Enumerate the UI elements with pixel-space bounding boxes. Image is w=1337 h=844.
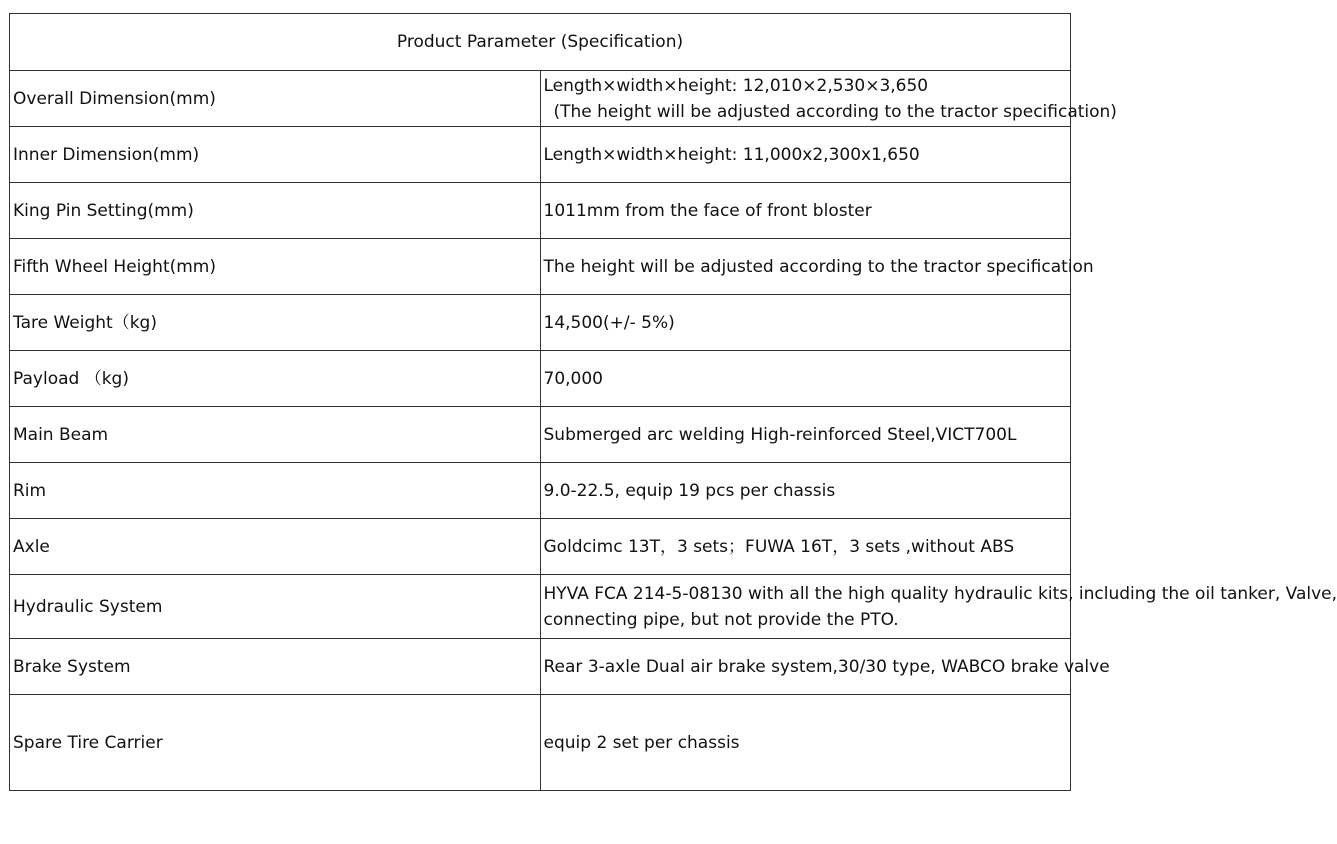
- overall-dimension-line-1: Length×width×height: 12,010×2,530×3,650: [543, 75, 929, 96]
- table-row: [10, 71, 1071, 127]
- table-row: [10, 127, 1071, 183]
- table-row: [10, 407, 1071, 463]
- table-title: Product Parameter (Specification): [10, 14, 1071, 71]
- table-row: [10, 239, 1071, 295]
- row-value-hydraulic-system: [540, 575, 1337, 639]
- row-label-spare-tire: Spare Tire Carrier: [10, 695, 541, 791]
- hydraulic-line-2: connecting pipe, but not provide the PTO.: [543, 609, 899, 630]
- row-label-rim: Rim: [10, 463, 541, 519]
- overall-dimension-line-2: (The height will be adjusted according to the tractor specification): [553, 101, 1117, 122]
- table-row: [10, 695, 1071, 791]
- row-value-overall-dimension: [540, 71, 1117, 127]
- row-label-main-beam: Main Beam: [10, 407, 541, 463]
- row-value-main-beam: Submerged arc welding High-reinforced Steel,VICT700L: [540, 407, 1071, 463]
- row-label-axle: Axle: [10, 519, 541, 575]
- hydraulic-line-1: HYVA FCA 214-5-08130 with all the high quality hydraulic kits, including the oil tanker, Valve,: [543, 583, 1337, 604]
- row-label-overall-dimension: Overall Dimension(mm): [10, 71, 541, 127]
- table-row: [10, 351, 1071, 407]
- row-value-payload: 70,000: [540, 351, 1071, 407]
- row-value-inner-dimension: Length×width×height: 11,000x2,300x1,650: [540, 127, 1071, 183]
- row-label-payload: Payload （kg): [10, 351, 541, 407]
- row-value-axle: Goldcimc 13T，3 sets；FUWA 16T，3 sets ,without ABS: [540, 519, 1071, 575]
- table-row: [10, 639, 1071, 695]
- table-row: [10, 295, 1071, 351]
- table-header-row: [10, 14, 1071, 71]
- table-row: [10, 575, 1071, 639]
- row-label-hydraulic-system: Hydraulic System: [10, 575, 541, 639]
- row-label-king-pin: King Pin Setting(mm): [10, 183, 541, 239]
- table-row: [10, 183, 1071, 239]
- row-value-fifth-wheel: The height will be adjusted according to the tractor specification: [540, 239, 1071, 295]
- row-label-inner-dimension: Inner Dimension(mm): [10, 127, 541, 183]
- row-value-brake-system: Rear 3-axle Dual air brake system,30/30 type, WABCO brake valve: [540, 639, 1071, 695]
- table-row: [10, 463, 1071, 519]
- row-value-spare-tire: equip 2 set per chassis: [540, 695, 1071, 791]
- table-row: [10, 519, 1071, 575]
- row-value-king-pin: 1011mm from the face of front bloster: [540, 183, 1071, 239]
- row-label-tare-weight: Tare Weight（kg): [10, 295, 541, 351]
- row-label-fifth-wheel: Fifth Wheel Height(mm): [10, 239, 541, 295]
- row-label-brake-system: Brake System: [10, 639, 541, 695]
- row-value-tare-weight: 14,500(+/- 5%): [540, 295, 1071, 351]
- row-value-rim: 9.0-22.5, equip 19 pcs per chassis: [540, 463, 1071, 519]
- spec-table: [9, 13, 1337, 791]
